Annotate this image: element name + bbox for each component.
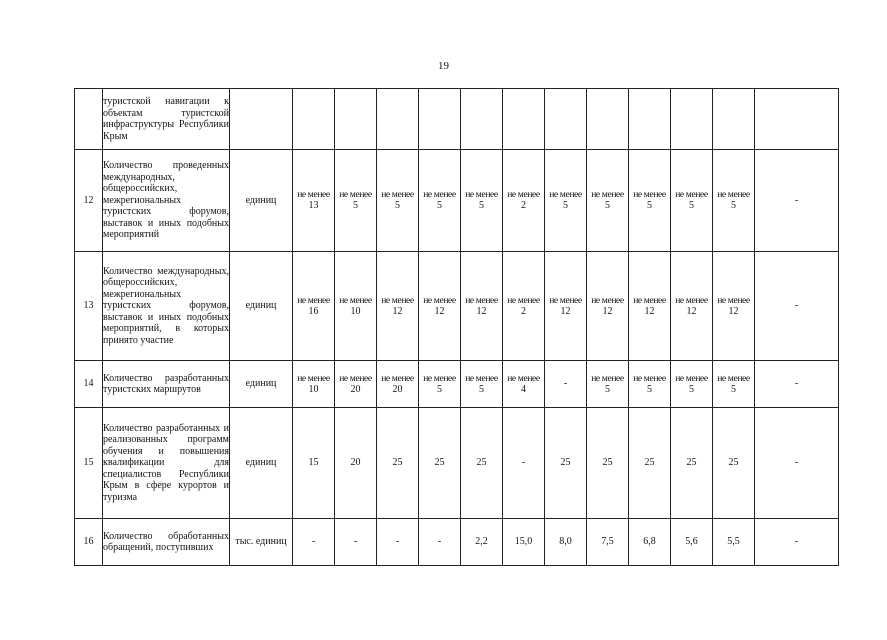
value-cell (545, 252, 587, 361)
page-number: 19 (438, 60, 449, 72)
value-number: 15,0 (514, 536, 533, 547)
value-prefix: не менее (549, 294, 582, 306)
value-cell (713, 519, 755, 566)
value-number: - (563, 378, 568, 389)
value-cell (461, 89, 503, 150)
value-number: 12 (644, 305, 655, 317)
unit-of-measure: единиц (230, 361, 293, 408)
value-cell (293, 361, 335, 408)
value-prefix: не менее (717, 294, 750, 306)
value-prefix: не менее (717, 372, 750, 384)
value-number: 5 (731, 200, 736, 211)
note-cell: - (755, 150, 839, 252)
value-number: 25 (686, 457, 697, 468)
value-prefix: не менее (297, 189, 330, 200)
value-cell (293, 519, 335, 566)
value-number: 15 (308, 457, 319, 468)
value-prefix: не менее (633, 372, 666, 384)
value-number: 5 (437, 383, 442, 395)
indicator-name: Количество проведенных международных, общероссийских, межрегиональных туристских форумов, выставок и иных подобных мероприятий (103, 150, 230, 252)
value-number: 5 (731, 383, 736, 395)
value-cell (419, 519, 461, 566)
value-number: 25 (644, 457, 655, 468)
note-cell: - (755, 519, 839, 566)
value-cell (587, 519, 629, 566)
value-cell (419, 408, 461, 519)
value-prefix: не менее (717, 189, 750, 200)
value-cell (335, 519, 377, 566)
value-cell (419, 252, 461, 361)
unit-of-measure: единиц (230, 408, 293, 519)
value-cell (503, 150, 545, 252)
value-prefix: не менее (591, 189, 624, 200)
note-cell (755, 89, 839, 150)
value-cell (335, 361, 377, 408)
value-cell (377, 252, 419, 361)
value-number: 25 (434, 457, 445, 468)
value-prefix: не менее (297, 372, 330, 384)
value-number: 12 (728, 305, 739, 317)
value-number: 12 (476, 305, 487, 317)
value-prefix: не менее (381, 372, 414, 384)
value-cell (587, 252, 629, 361)
value-cell (293, 89, 335, 150)
value-number: 16 (308, 305, 319, 317)
value-cell (503, 519, 545, 566)
table-row (75, 361, 839, 408)
value-prefix: не менее (423, 372, 456, 384)
value-prefix: не менее (591, 294, 624, 306)
value-cell (461, 519, 503, 566)
value-cell (671, 252, 713, 361)
value-cell (461, 361, 503, 408)
value-number: 10 (350, 305, 361, 317)
value-number: 5,5 (727, 536, 740, 547)
value-number: 10 (308, 383, 319, 395)
value-cell (335, 252, 377, 361)
indicator-name: Количество разработанных и реализованных программ обучения и повышения квалификации для специалистов Республики Крым в сфере курортов и туризма (103, 408, 230, 519)
value-number: 12 (392, 305, 403, 317)
value-cell (503, 252, 545, 361)
indicator-name: туристской навигации к объектам туристской инфраструктуры Республики Крым (103, 89, 230, 150)
value-cell (671, 89, 713, 150)
value-prefix: не менее (465, 372, 498, 384)
note-cell: - (755, 361, 839, 408)
value-cell (671, 361, 713, 408)
value-number: 20 (392, 383, 403, 395)
value-number: 4 (521, 383, 526, 395)
value-number: 12 (686, 305, 697, 317)
row-number: 12 (75, 150, 103, 252)
indicators-table (74, 88, 839, 566)
value-cell (545, 408, 587, 519)
value-cell (713, 408, 755, 519)
value-cell (545, 519, 587, 566)
value-number: 25 (560, 457, 571, 468)
value-number: - (395, 536, 400, 547)
value-cell (545, 89, 587, 150)
value-prefix: не менее (339, 294, 372, 306)
value-number: - (521, 457, 526, 468)
value-cell (419, 150, 461, 252)
value-number: 5 (479, 383, 484, 395)
value-prefix: не менее (339, 189, 372, 200)
value-cell (377, 361, 419, 408)
note-cell: - (755, 408, 839, 519)
unit-of-measure: единиц (230, 150, 293, 252)
value-prefix: не менее (339, 372, 372, 384)
value-number: 5 (563, 200, 568, 211)
value-prefix: не менее (423, 294, 456, 306)
value-prefix: не менее (465, 189, 498, 200)
value-cell (545, 361, 587, 408)
value-cell (419, 361, 461, 408)
value-cell (587, 150, 629, 252)
value-cell (461, 408, 503, 519)
value-cell (335, 89, 377, 150)
indicator-name: Количество обработанных обращений, поступивших (103, 519, 230, 566)
value-prefix: не менее (465, 294, 498, 306)
table-row (75, 89, 839, 150)
unit-of-measure (230, 89, 293, 150)
value-number: 5 (647, 200, 652, 211)
value-cell (713, 89, 755, 150)
value-cell (293, 150, 335, 252)
table-row (75, 252, 839, 361)
value-prefix: не менее (591, 372, 624, 384)
value-cell (671, 150, 713, 252)
value-number: 25 (602, 457, 613, 468)
value-cell (713, 252, 755, 361)
value-cell (419, 89, 461, 150)
value-number: - (353, 536, 358, 547)
value-cell (503, 361, 545, 408)
value-number: 5,6 (685, 536, 698, 547)
value-number: 5 (605, 383, 610, 395)
value-number: 12 (560, 305, 571, 317)
value-number: 6,8 (643, 536, 656, 547)
value-cell (587, 361, 629, 408)
value-cell (671, 519, 713, 566)
value-prefix: не менее (633, 294, 666, 306)
indicator-name: Количество международных, общероссийских, межрегиональных туристских форумов, выставок и иных подобных мероприятий, в которых принято участие (103, 252, 230, 361)
value-cell (629, 252, 671, 361)
value-cell (503, 408, 545, 519)
row-number: 13 (75, 252, 103, 361)
value-prefix: не менее (675, 294, 708, 306)
value-number: 5 (647, 383, 652, 395)
value-cell (629, 361, 671, 408)
value-number: 7,5 (601, 536, 614, 547)
value-number: 13 (308, 200, 319, 211)
value-prefix: не менее (381, 294, 414, 306)
value-prefix: не менее (675, 372, 708, 384)
value-number: 5 (395, 200, 400, 211)
value-cell (545, 150, 587, 252)
value-number: 25 (476, 457, 487, 468)
value-number: 2,2 (475, 536, 488, 547)
value-cell (671, 408, 713, 519)
value-prefix: не менее (297, 294, 330, 306)
indicator-name: Количество разработанных туристских маршрутов (103, 361, 230, 408)
value-cell (713, 361, 755, 408)
value-prefix: не менее (423, 189, 456, 200)
value-cell (629, 408, 671, 519)
value-prefix: не менее (507, 189, 540, 200)
unit-of-measure: тыс. единиц (230, 519, 293, 566)
value-cell (629, 89, 671, 150)
value-cell (461, 150, 503, 252)
row-number: 15 (75, 408, 103, 519)
value-number: 12 (602, 305, 613, 317)
value-number: 5 (605, 200, 610, 211)
value-cell (587, 408, 629, 519)
value-prefix: не менее (633, 189, 666, 200)
value-cell (629, 150, 671, 252)
value-cell (503, 89, 545, 150)
value-cell (293, 408, 335, 519)
value-prefix: не менее (507, 372, 540, 384)
value-prefix: не менее (549, 189, 582, 200)
table-row (75, 150, 839, 252)
value-number: 5 (437, 200, 442, 211)
value-prefix: не менее (675, 189, 708, 200)
note-cell: - (755, 252, 839, 361)
value-number: - (311, 536, 316, 547)
value-number: 5 (689, 383, 694, 395)
value-number: 25 (392, 457, 403, 468)
value-number: 5 (353, 200, 358, 211)
value-cell (629, 519, 671, 566)
value-prefix: не менее (507, 294, 540, 306)
value-cell (377, 150, 419, 252)
value-cell (461, 252, 503, 361)
value-cell (335, 150, 377, 252)
value-number: 8,0 (559, 536, 572, 547)
value-cell (335, 408, 377, 519)
row-number: 16 (75, 519, 103, 566)
row-number (75, 89, 103, 150)
value-number: 25 (728, 457, 739, 468)
value-cell (713, 150, 755, 252)
value-number: 2 (521, 305, 526, 317)
value-number: 2 (521, 200, 526, 211)
table-row (75, 408, 839, 519)
table-row (75, 519, 839, 566)
row-number: 14 (75, 361, 103, 408)
value-number: 12 (434, 305, 445, 317)
value-number: 20 (350, 457, 361, 468)
value-cell (587, 89, 629, 150)
value-number: - (437, 536, 442, 547)
value-number: 20 (350, 383, 361, 395)
value-cell (377, 408, 419, 519)
value-number: 5 (479, 200, 484, 211)
value-cell (377, 519, 419, 566)
value-cell (293, 252, 335, 361)
value-number: 5 (689, 200, 694, 211)
value-prefix: не менее (381, 189, 414, 200)
unit-of-measure: единиц (230, 252, 293, 361)
value-cell (377, 89, 419, 150)
